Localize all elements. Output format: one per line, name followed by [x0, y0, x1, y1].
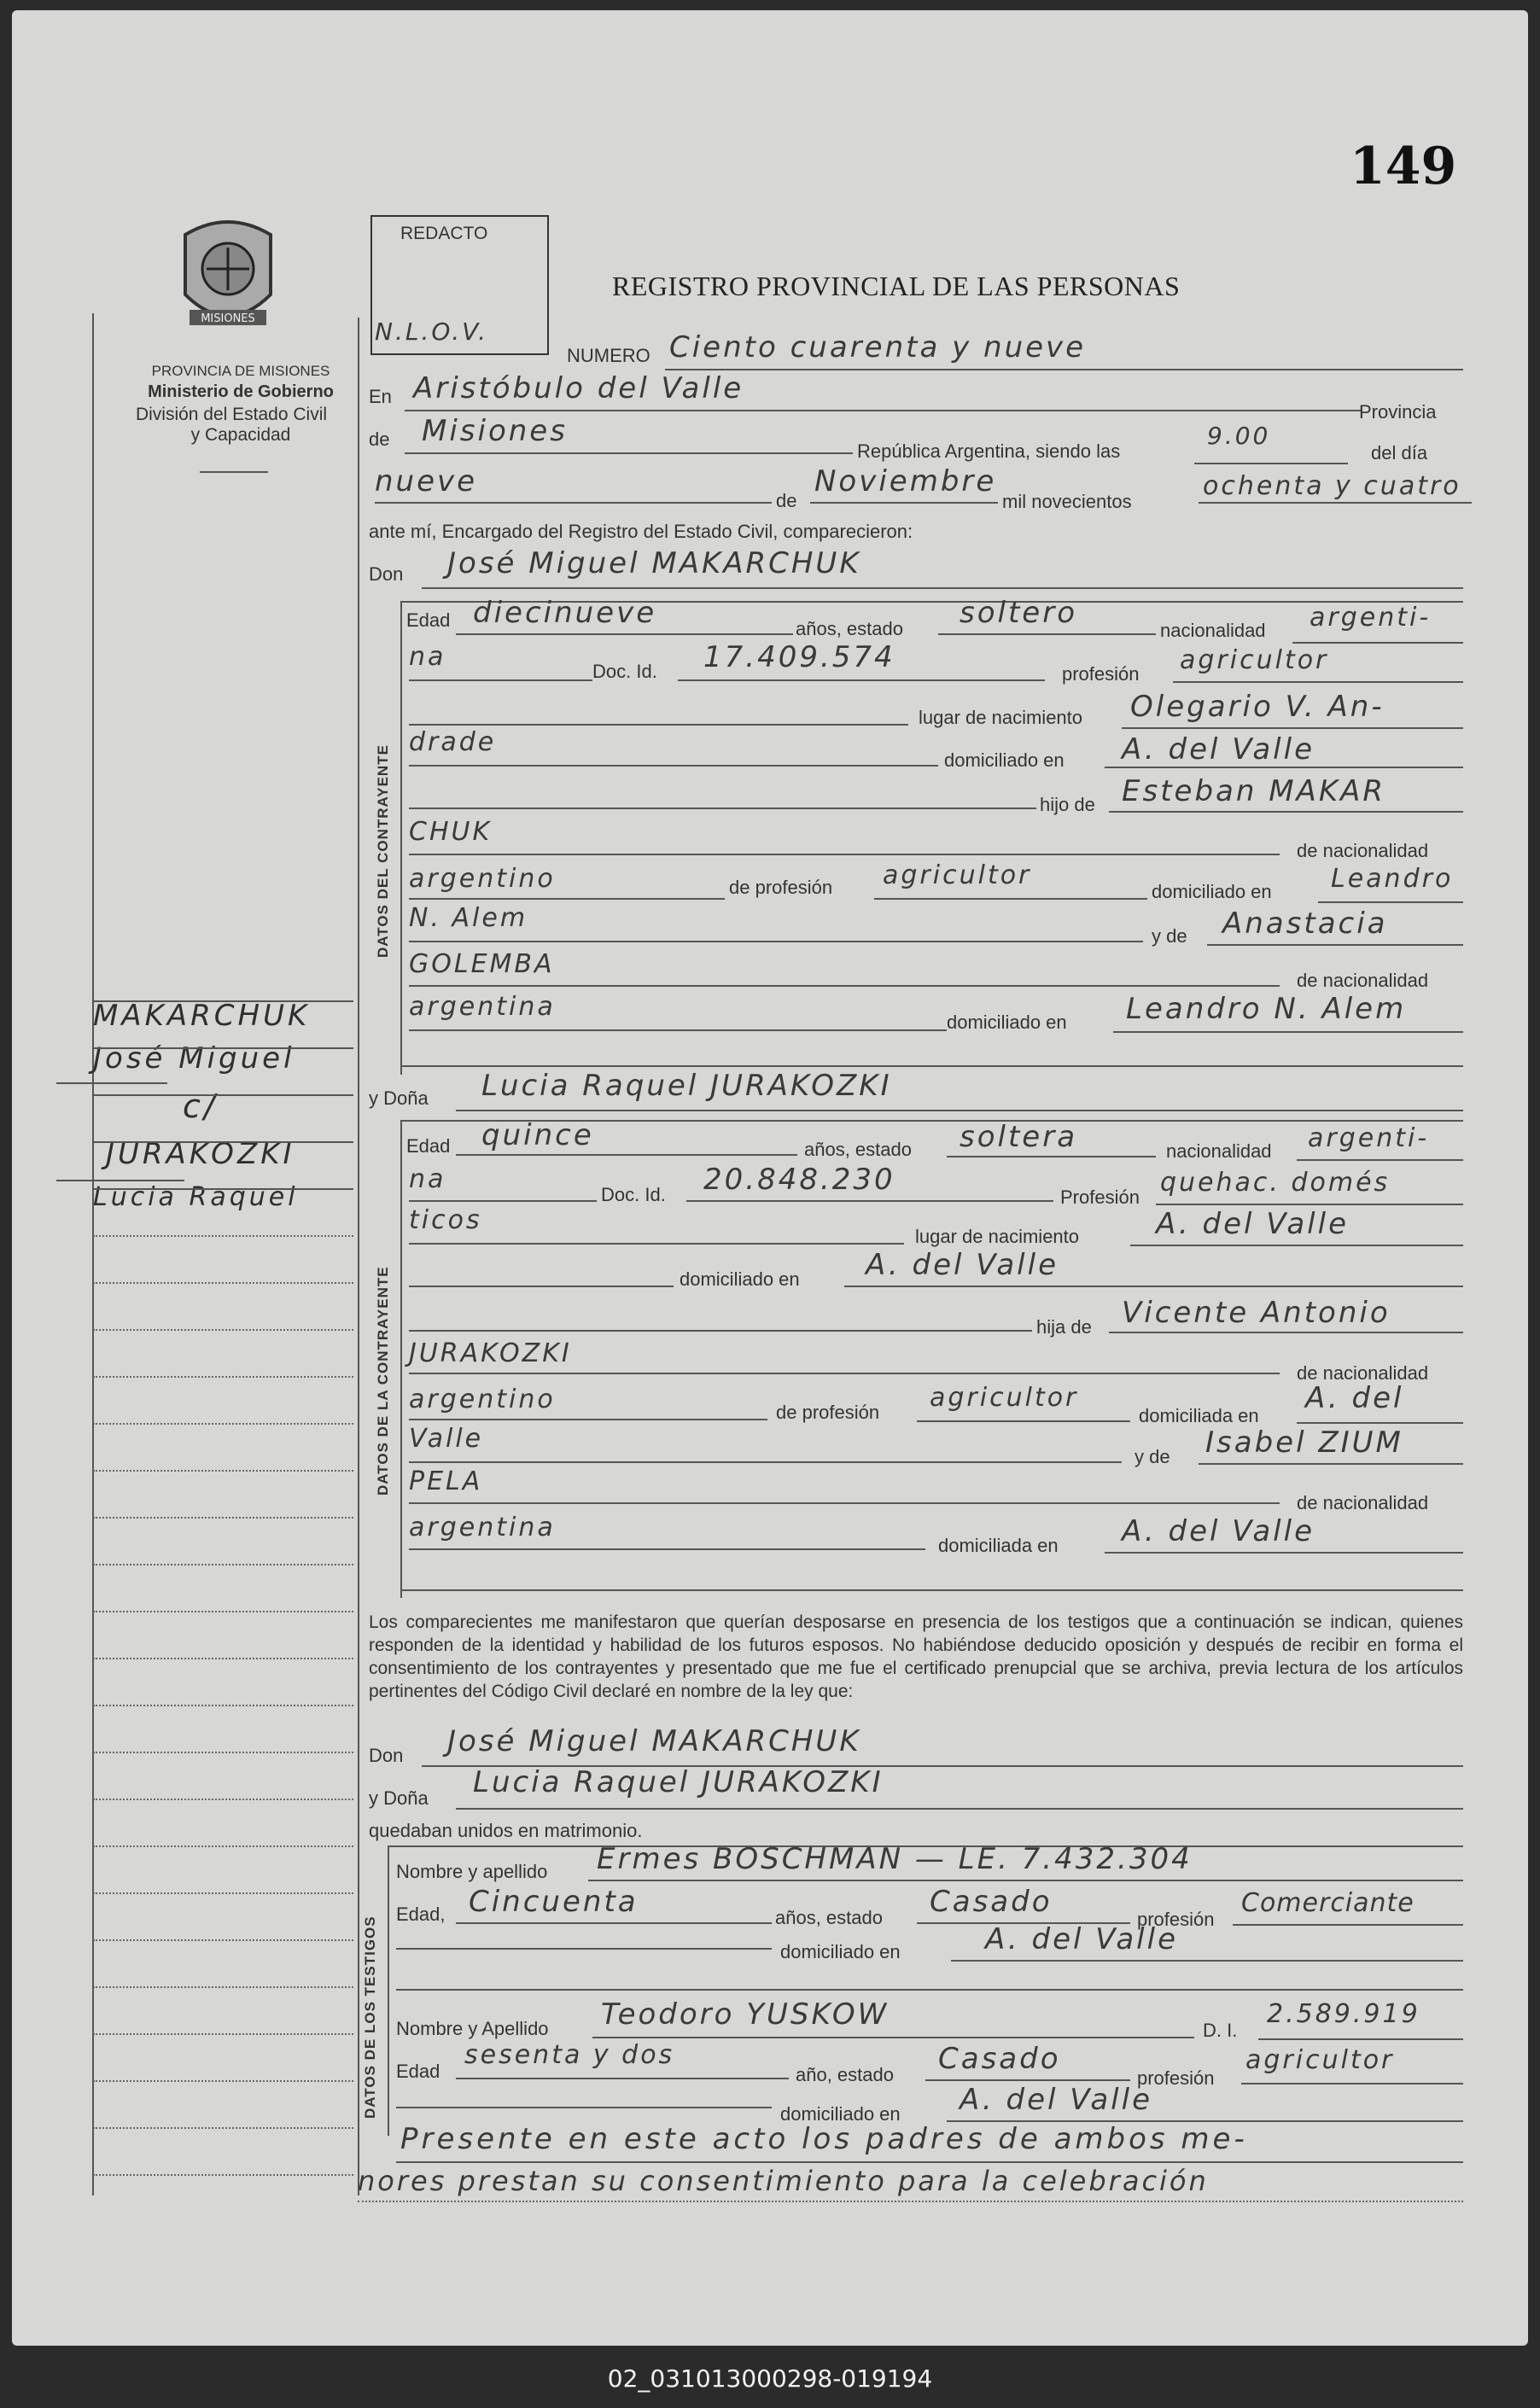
bride-nacionalidad-2: na — [409, 1164, 446, 1194]
witness2-di: 2.589.919 — [1267, 1999, 1420, 2029]
witness2-profesion: agricultor — [1245, 2045, 1395, 2075]
groom-padre-2: CHUK — [409, 817, 493, 847]
value-don: José Miguel MAKARCHUK — [447, 546, 861, 580]
redacto-initials: N.L.O.V. — [375, 318, 488, 346]
value-mes: Noviembre — [814, 464, 997, 499]
section-label-contrayenta: DATOS DE LA CONTRAYENTE — [375, 1266, 391, 1496]
groom-profesion: agricultor — [1180, 645, 1329, 675]
groom-estado: soltero — [960, 596, 1077, 630]
witness2-domicilio: A. del Valle — [960, 2083, 1152, 2117]
value-anio: ochenta y cuatro — [1203, 471, 1461, 501]
sidebar-divider — [200, 471, 268, 473]
note-line-2: nores prestan su consentimiento para la celebración — [358, 2165, 1209, 2197]
witness2-edad: sesenta y dos — [464, 2040, 675, 2070]
groom-doc: 17.409.574 — [703, 640, 895, 674]
groom-madre-nac: argentina — [409, 992, 556, 1022]
groom-madre-1: Anastacia — [1222, 907, 1388, 941]
bride-madre-1: Isabel ZIUM — [1205, 1426, 1403, 1460]
bride-padre-nac: argentino — [409, 1385, 556, 1414]
declaration-paragraph: Los comparecientes me manifestaron que querían desposarse en presencia de los testigos que a continuación se indican, quienes responden de la identidad y habilidad de los futuros esposos. No habiéndose deducido oposición y después de recibir en forma el consentimiento de los contrayentes y presentado que me fue el certificado prenupcial que se archiva, previa lectura de los artículos pertinentes del Código Civil declaré en nombre de la ley que: — [369, 1612, 1463, 1701]
groom-padre-dom-2: N. Alem — [409, 903, 528, 933]
sidebar-ministry: Ministerio de Gobierno — [148, 382, 334, 401]
bride-nacionalidad-1: argenti- — [1308, 1123, 1430, 1153]
bride-padre-prof: agricultor — [930, 1383, 1079, 1413]
label-numero: NUMERO — [567, 345, 650, 366]
seal-text: MISIONES — [201, 312, 255, 325]
label-en: En — [369, 386, 392, 407]
label-ante-mi: ante mí, Encargado del Registro del Estado Civil, comparecieron: — [369, 521, 913, 542]
groom-padre-prof: agricultor — [883, 860, 1032, 890]
groom-domicilio: A. del Valle — [1122, 732, 1315, 767]
sidebar-division-1: División del Estado Civil — [135, 405, 328, 424]
main-rule — [358, 318, 359, 2195]
redacto-label: REDACTO — [400, 224, 488, 243]
coat-of-arms-seal — [168, 209, 288, 346]
groom-madre-2: GOLEMBA — [409, 949, 555, 979]
groom-lugar-1: Olegario V. An- — [1130, 690, 1385, 724]
witness1-nombre: Ermes BOSCHMAN — LE. 7.432.304 — [597, 1842, 1193, 1876]
bride-padre-dom-1: A. del — [1305, 1381, 1404, 1415]
bride-profesion-1: quehac. domés — [1160, 1168, 1391, 1198]
label-y-dona: y Doña — [369, 1087, 429, 1109]
value-dia: nueve — [375, 464, 478, 499]
value-numero: Ciento cuarenta y nueve — [669, 330, 1087, 364]
bride-padre-dom-2: Valle — [409, 1424, 484, 1454]
margin-note-line-5: Lucia Raquel — [93, 1182, 299, 1212]
label-don: Don — [369, 563, 404, 585]
bride-madre-nac: argentina — [409, 1513, 556, 1542]
value-lugar: Aristóbulo del Valle — [413, 371, 744, 405]
section-label-testigos: DATOS DE LOS TESTIGOS — [362, 1915, 378, 2119]
note-line-1: Presente en este acto los padres de ambos me- — [400, 2122, 1248, 2156]
bride-lugar: A. del Valle — [1156, 1207, 1349, 1241]
bride-padre-2: JURAKOZKI — [409, 1338, 572, 1368]
margin-note-line-4: JURAKOZKI — [106, 1137, 295, 1171]
value-dona-2: Lucia Raquel JURAKOZKI — [473, 1765, 884, 1799]
label-del-dia: del día — [1371, 442, 1428, 464]
value-don-2: José Miguel MAKARCHUK — [447, 1724, 861, 1758]
margin-note-line-3: c/ — [183, 1087, 219, 1125]
bride-edad: quince — [481, 1118, 594, 1152]
witness2-nombre: Teodoro YUSKOW — [601, 1997, 890, 2032]
bride-estado: soltera — [960, 1120, 1078, 1154]
value-provincia: Misiones — [422, 414, 568, 448]
bride-doc: 20.848.230 — [703, 1163, 895, 1197]
value-hora: 9.00 — [1207, 422, 1271, 450]
label-de-mes: de — [776, 490, 797, 511]
witness1-edad: Cincuenta — [469, 1885, 639, 1919]
margin-note-line-2: José Miguel — [93, 1041, 295, 1076]
groom-padre-1: Esteban MAKAR — [1122, 774, 1385, 808]
register-page: 149 MISIONES PROVINCIA DE MISIONES Ministerio de Gobierno División del Estado Civil y Capacidad MAKARCHUK José Miguel c/ JURAKOZKI Lucia Raquel REDACTO N.L.O.V. REGISTRO PROVINCIAL DE LAS PERSONAS NUMERO Ciento cuarenta y nueve En Aristóbulo del Valle Provincia de Misiones República Argentina, siendo las 9.00 del día nueve de Noviembre mil novecientos ochenta y cuatro ante mí, Encargado del Registro del Estado Civil, comparecieron: Don José Miguel MAKARCHUK DATOS DEL CONTRAYENTE Edad diecinueve años, estado soltero nacionalidad argenti- na Doc. Id. 17.409.574 profesión agricultor lugar de nacimiento Olegario V. An- drade domiciliado en A. del Valle hijo de Esteban MAKAR CHUK de nacionalidad argentino de profesión agricultor domiciliado en Leandro N. Alem y de Anastacia GOLEMBA de nacionalidad argentina domiciliado en Leandro N. Alem y Doña Lucia Raquel JURAKOZKI DATOS DE LA CONTRAYENTE Edad quince años, estado soltera nacionalidad argenti- na Doc. Id. 20.848.230 Profesión quehac. domés ticos lugar de nacimiento A. del Valle domiciliado en A. del Valle hija de Vicente Antonio JURAKOZKI de nacionalidad argentino de profesión agricultor domiciliada en A. del Valle y de Isabel ZIUM PELA de nacionalidad argentina domiciliada en A. del Valle Los comparecientes me manifestaron que querían desposarse en presencia de los testigos que a continuación se indican, quienes responden de la identidad y habilidad de los futuros esposos. No habiéndose deducido oposición y después de recibir en forma el consentimiento de los contrayentes y presentado que me fue el certificado prenupcial que se archiva, previa lectura de los artículos pertinentes del Código Civil declaré en nombre de la ley que: Don José Miguel MAKARCHUK y Doña Lucia Raquel JURAKOZKI quedaban unidos en matrimonio. DATOS DE LOS TESTIGOS Nombre y apellido Ermes BOSCHMAN — LE. 7.432.304 Edad, Cincuenta años, estado Casado profesión Comerciante domiciliado en A. del Valle Nombre y Apellido Teodoro YUSKOW D. I. 2.589.919 Edad sesenta y dos año, estado Casado profesión agricultor domiciliado en A. del Valle Presente en este acto los padres de ambos me- nores prestan su consentimiento para la celebración — [12, 10, 1528, 2346]
witness1-profesion: Comerciante — [1241, 1888, 1415, 1918]
witness1-domicilio: A. del Valle — [985, 1922, 1178, 1956]
groom-padre-nac: argentino — [409, 864, 556, 894]
sidebar-province: PROVINCIA DE MISIONES — [151, 363, 330, 379]
groom-nacionalidad-2: na — [409, 642, 446, 672]
bride-profesion-2: ticos — [409, 1205, 482, 1235]
label-de: de — [369, 429, 390, 450]
groom-edad: diecinueve — [473, 596, 657, 630]
groom-lugar-2: drade — [409, 727, 497, 757]
value-dona: Lucia Raquel JURAKOZKI — [481, 1069, 892, 1103]
bride-padre-1: Vicente Antonio — [1122, 1296, 1391, 1330]
margin-rule — [92, 313, 94, 2195]
footer-code: 02_031013000298-019194 — [607, 2364, 933, 2393]
groom-madre-dom: Leandro N. Alem — [1126, 992, 1407, 1026]
sidebar-division-2: y Capacidad — [190, 425, 291, 445]
margin-note-line-1: MAKARCHUK — [93, 999, 311, 1033]
groom-padre-dom-1: Leandro — [1331, 864, 1454, 894]
label-republica: República Argentina, siendo las — [857, 440, 1121, 462]
groom-nacionalidad-1: argenti- — [1310, 603, 1432, 633]
bride-domicilio: A. del Valle — [866, 1248, 1059, 1282]
bride-madre-2: PELA — [409, 1466, 483, 1496]
witness2-estado: Casado — [938, 2042, 1061, 2076]
witness1-estado: Casado — [930, 1885, 1053, 1919]
section-label-contrayente: DATOS DEL CONTRAYENTE — [375, 744, 391, 958]
label-quedaban: quedaban unidos en matrimonio. — [369, 1820, 643, 1841]
bride-madre-dom: A. del Valle — [1122, 1514, 1315, 1548]
page-number: 149 — [1350, 137, 1457, 196]
document-heading: REGISTRO PROVINCIAL DE LAS PERSONAS — [612, 271, 1181, 301]
label-provincia: Provincia — [1359, 401, 1437, 423]
label-mil-novecientos: mil novecientos — [1002, 491, 1132, 512]
